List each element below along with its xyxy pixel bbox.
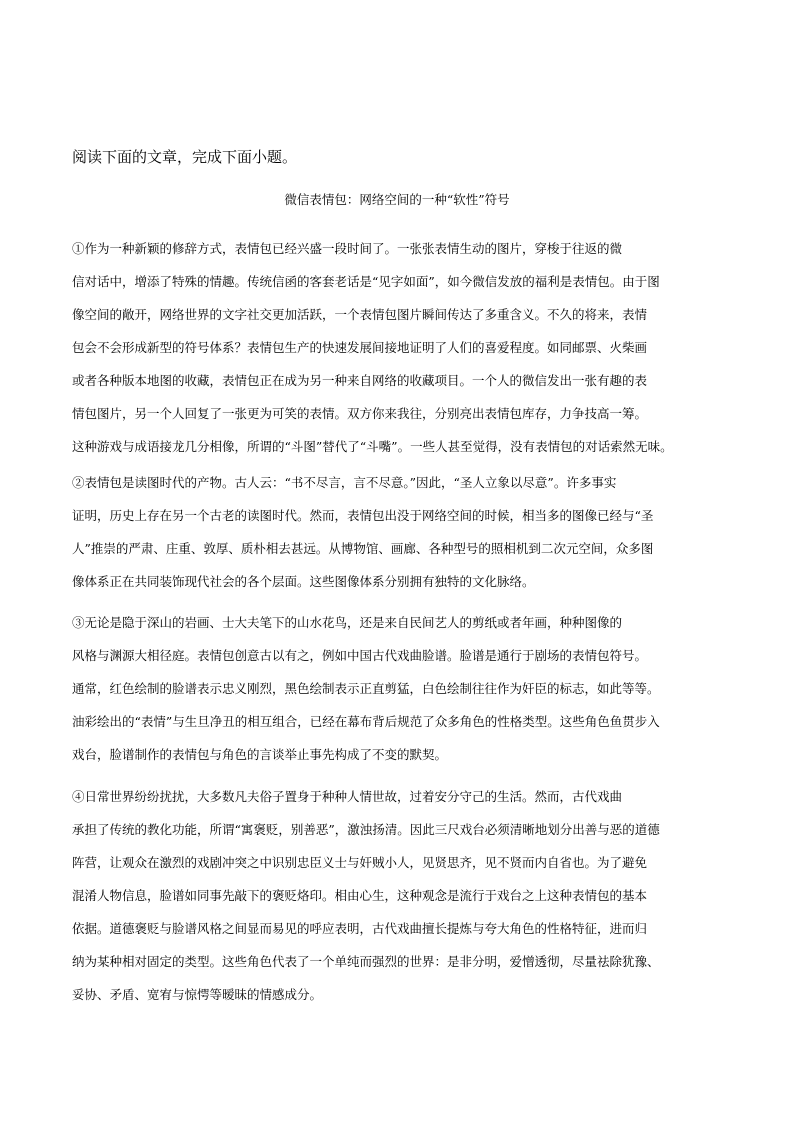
paragraph-3 (72, 606, 732, 771)
paragraph-line: 油彩绘出的“表情”与生旦净丑的相互组合，已经在幕布背后规范了众多角色的性格类型。这些角色鱼贯步入 (72, 714, 660, 729)
paragraph-line: 情包图片，另一个人回复了一张更为可笑的表情。双方你来我往，分别亮出表情包库存，力争技高一筹。 (72, 406, 648, 421)
paragraph-line: 或者各种版本地图的收藏，表情包正在成为另一种来自网络的收藏项目。一个人的微信发出一张有趣的表 (72, 373, 648, 388)
paragraph-line: 混淆人物信息，脸谱如同事先敲下的褒贬烙印。相由心生，这种观念是流行于戏台之上这种表情包的基本 (72, 888, 648, 903)
paragraph-line: 依据。道德褒贬与脸谱风格之间显而易见的呼应表明，古代戏曲擅长提炼与夸大角色的性格特征，进而归 (72, 921, 648, 936)
paragraph-1 (72, 232, 732, 463)
article-title: 微信表情包：网络空间的一种“软性”符号 (284, 192, 510, 207)
paragraph-line: ①作为一种新颖的修辞方式，表情包已经兴盛一段时间了。一张张表情生动的图片，穿梭于往返的微 (72, 241, 623, 256)
paragraph-line: 人”推崇的严肃、庄重、敦厚、质朴相去甚远。从博物馆、画廊、各种型号的照相机到二次元空间，众多图 (72, 541, 654, 556)
reading-instruction: 阅读下面的文章，完成下面小题。 (72, 148, 298, 166)
paragraph-line: ③无论是隐于深山的岩画、士大夫笔下的山水花鸟，还是来自民间艺人的剪纸或者年画，种种图像的 (72, 615, 623, 630)
paragraph-line: 通常，红色绘制的脸谱表示忠义刚烈，黑色绘制表示正直剪猛，白色绘制往往作为奸臣的标志，如此等等。 (72, 681, 660, 696)
paragraph-line: 包会不会形成新型的符号体系？表情包生产的快速发展间接地证明了人们的喜爱程度。如同邮票、火柴画 (72, 340, 648, 355)
paragraph-4 (72, 780, 732, 1011)
paragraph-line: 风格与渊源大相径庭。表情包创意古以有之，例如中国古代戏曲脸谱。脸谱是通行于剧场的表情包符号。 (72, 648, 648, 663)
paragraph-line: 证明，历史上存在另一个古老的读图时代。然而，表情包出没于网络空间的时候，相当多的图像已经与“圣 (72, 508, 654, 523)
paragraph-line: 纳为某种相对固定的类型。这些角色代表了一个单纯而强烈的世界：是非分明，爱憎透彻，尽量祛除犹豫、 (72, 954, 660, 969)
paragraph-line: 戏台，脸谱制作的表情包与角色的言谈举止事先构成了不变的默契。 (72, 747, 448, 762)
paragraph-line: 承担了传统的教化功能，所谓“寓褒贬，别善恶”，激浊扬清。因此三尺戏台必须清晰地划分出善与恶的道德 (72, 822, 660, 837)
paragraph-line: 像体系正在共同装饰现代社会的各个层面。这些图像体系分别拥有独特的文化脉络。 (72, 574, 535, 589)
paragraph-line: 阵营，让观众在激烈的戏剧冲突之中识别忠臣义士与奸贼小人，见贤思齐，见不贤而内自省也。为了避免 (72, 855, 648, 870)
paragraph-line: 信对话中，增添了特殊的情趣。传统信函的客套老话是“见字如面”，如今微信发放的福利是表情包。由于图 (72, 274, 660, 289)
paragraph-2 (72, 466, 732, 598)
paragraph-line: ④日常世界纷纷扰扰，大多数凡夫俗子置身于种种人情世故，过着安分守己的生活。然而，古代戏曲 (72, 789, 623, 804)
paragraph-line: ②表情包是读图时代的产物。古人云：“书不尽言，言不尽意。”因此，“圣人立象以尽意”。许多事实 (72, 475, 617, 490)
paragraph-line: 像空间的敞开，网络世界的文字社交更加活跃，一个表情包图片瞬间传达了多重含义。不久的将来，表情 (72, 307, 648, 322)
paragraph-line: 这种游戏与成语接龙几分相像，所谓的“斗图”替代了“斗嘴”。一些人甚至觉得，没有表情包的对话索然无味。 (72, 439, 673, 454)
paragraph-line: 妥协、矛盾、宽宥与惊愕等暧昧的情感成分。 (72, 987, 323, 1002)
